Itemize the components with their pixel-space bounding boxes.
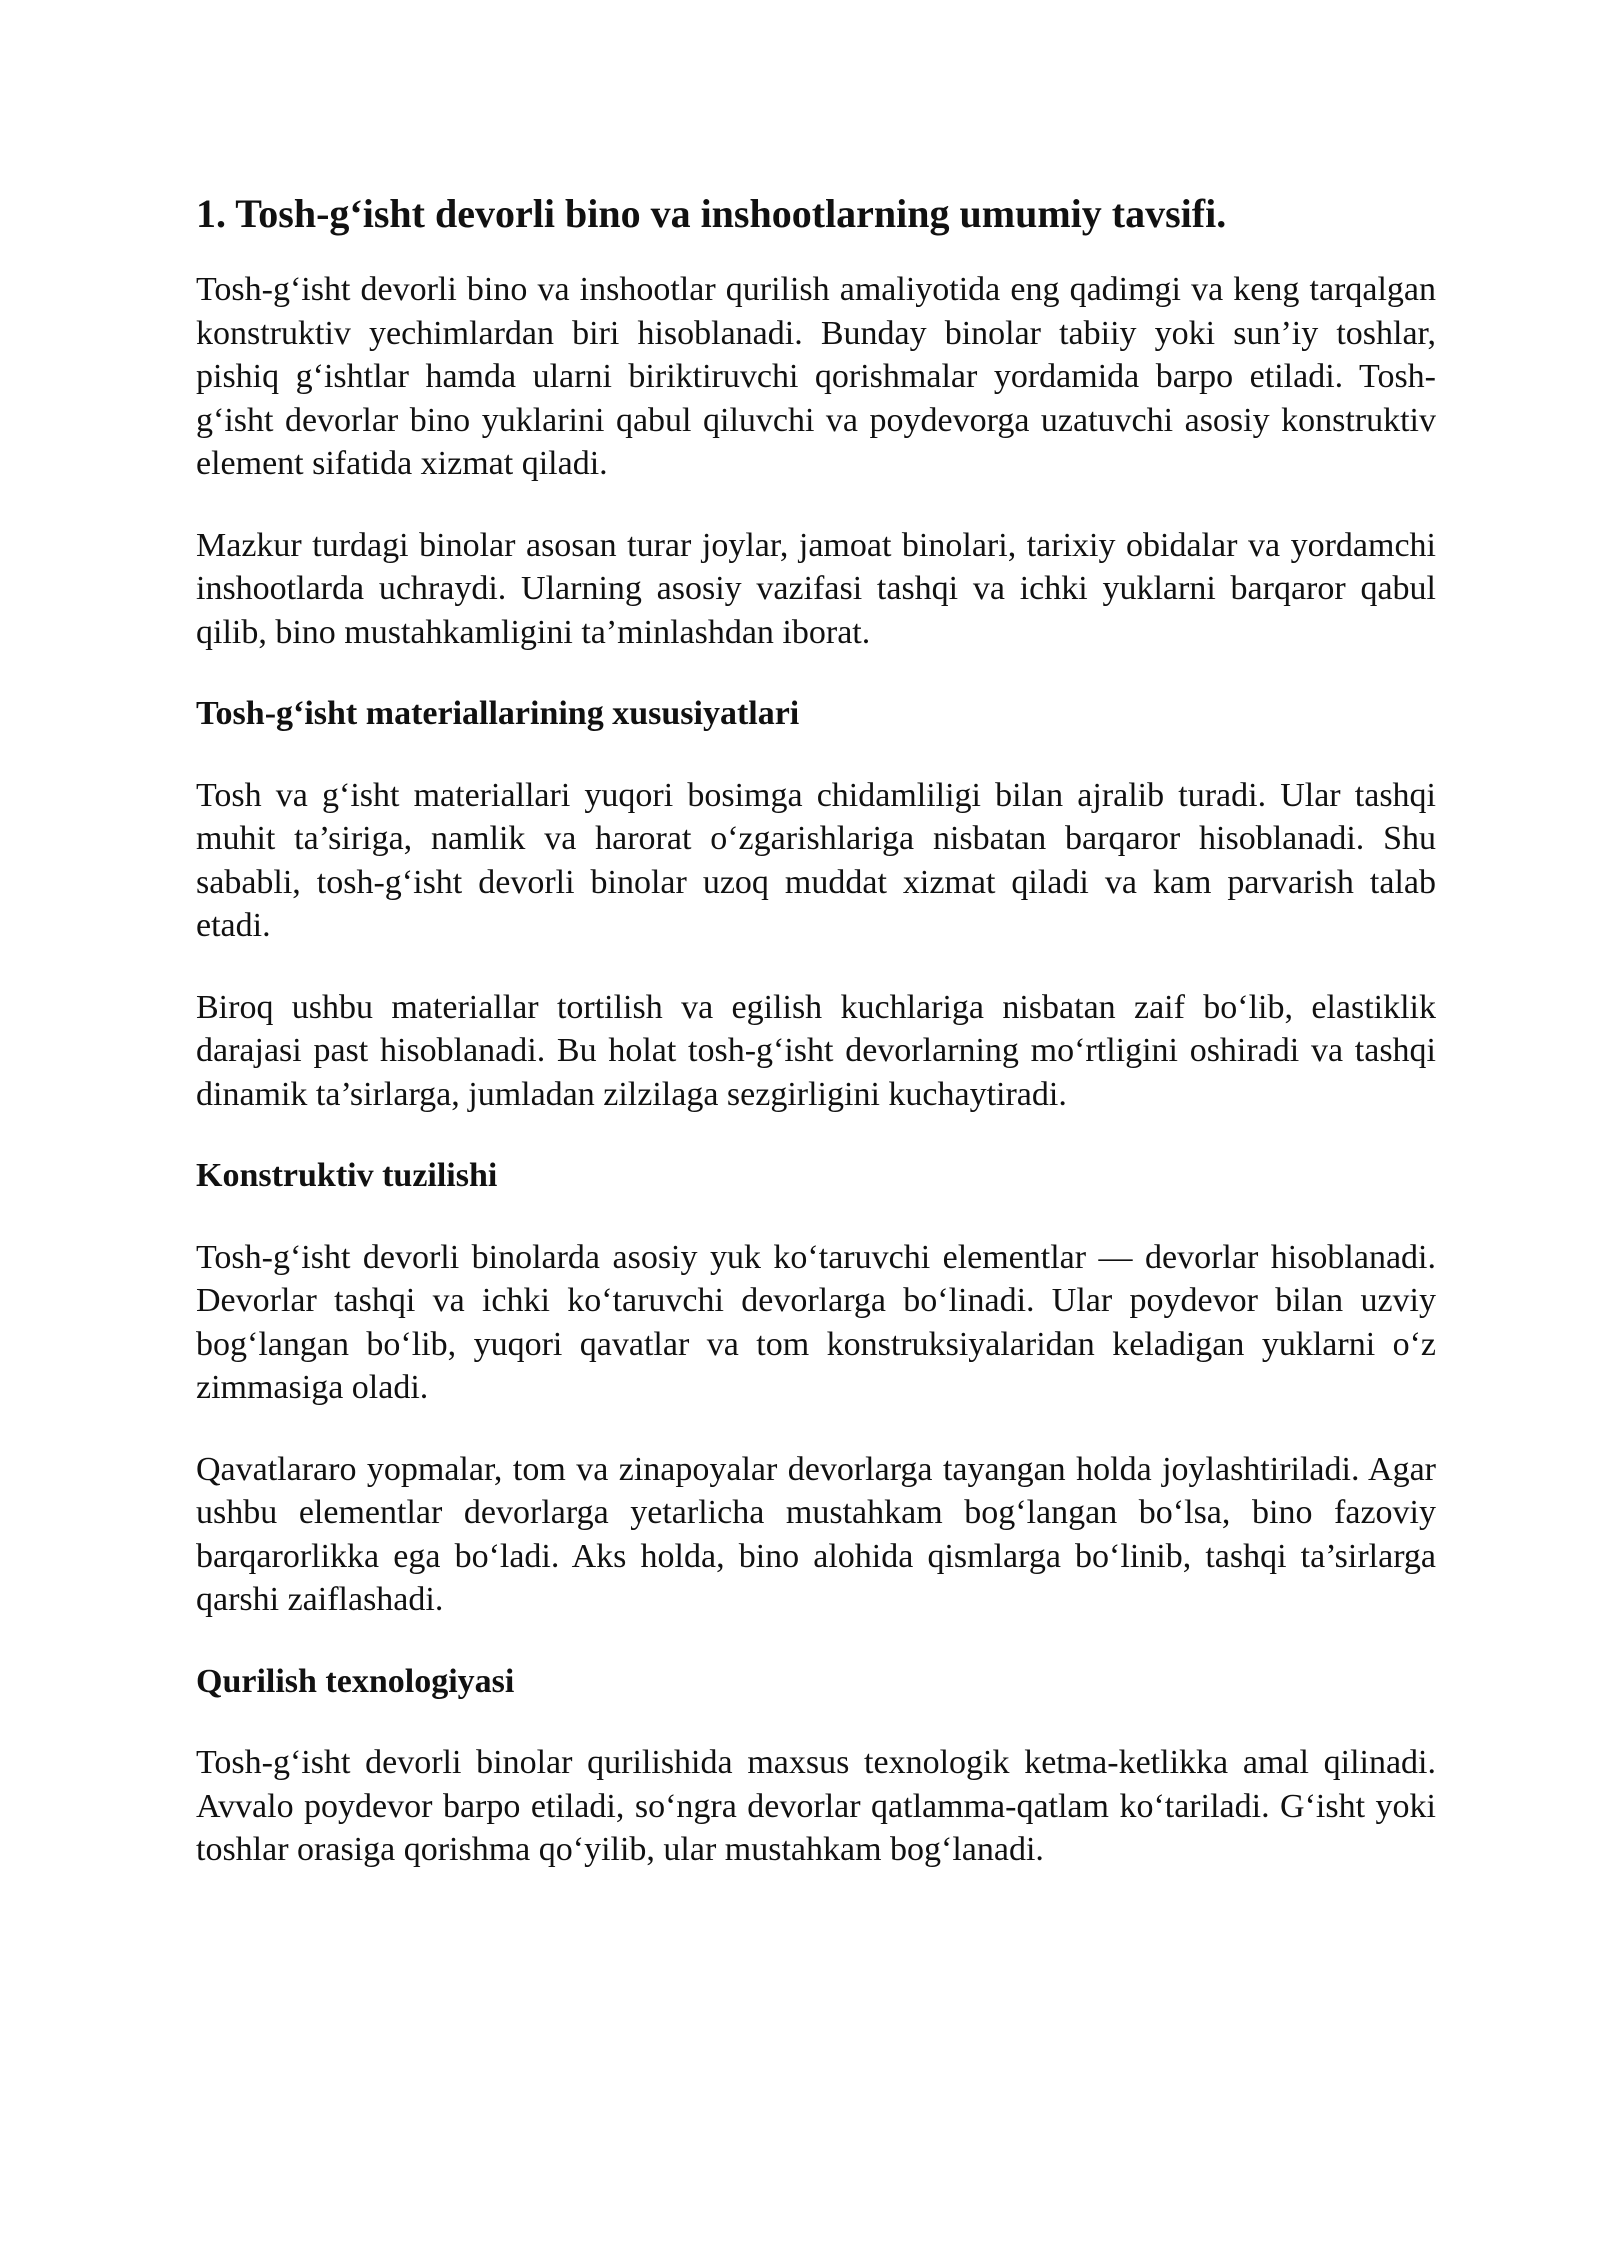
paragraph-intro-1: Tosh-g‘isht devorli bino va inshootlar qurilish amaliyotida eng qadimgi va keng tarqalgan konstruktiv yechimlardan biri hisoblanadi. Bunday binolar tabiiy yoki sun’iy toshlar, pishiq g‘ishtlar hamda ularni biriktiruvchi qorishmalar yordamida barpo etiladi. Tosh-g‘isht devorlar bino yuklarini qabul qiluvchi va poydevorga uzatuvchi asosiy konstruktiv element sifatida xizmat qiladi. [196,271,1436,482]
paragraph-materials-2: Biroq ushbu materiallar tortilish va egilish kuchlariga nisbatan zaif bo‘lib, elastiklik darajasi past hisoblanadi. Bu holat tosh-g‘isht devorlarning mo‘rtligini oshiradi va tashqi dinamik ta’sirlarga, jumladan zilzilaga sezgirligini kuchaytiradi. [196,988,1436,1113]
paragraph-structure-2: Qavatlararo yopmalar, tom va zinapoyalar devorlarga tayangan holda joylashtiriladi. Agar ushbu elementlar devorlarga yetarlicha mustahkam bog‘langan bo‘lsa, bino fazoviy barqarorlikka ega bo‘ladi. Aks holda, bino alohida qismlarga bo‘linib, tashqi ta’sirlarga qarshi zaiflashadi. [196,1450,1436,1618]
section-heading-materials: Tosh-g‘isht materiallarining xususiyatlari [196,695,800,732]
paragraph-materials-1: Tosh va g‘isht materiallari yuqori bosimga chidamliligi bilan ajralib turadi. Ular tashqi muhit ta’siriga, namlik va harorat o‘zgarishlariga nisbatan barqaror hisoblanadi. Shu sababli, tosh-g‘isht devorli binolar uzoq muddat xizmat qiladi va kam parvarish talab etadi. [196,776,1436,944]
paragraph-structure-1: Tosh-g‘isht devorli binolarda asosiy yuk ko‘taruvchi elementlar — devorlar hisoblanadi. Devorlar tashqi va ichki ko‘taruvchi devorlarga bo‘linadi. Ular poydevor bilan uzviy bog‘langan bo‘lib, yuqori qavatlar va tom konstruksiyalaridan keladigan yuklarni o‘z zimmasiga oladi. [196,1238,1436,1406]
paragraph-technology-1: Tosh-g‘isht devorli binolar qurilishida maxsus texnologik ketma-ketlikka amal qilinadi. Avvalo poydevor barpo etiladi, so‘ngra devorlar qatlamma-qatlam ko‘tariladi. G‘isht yoki toshlar orasiga qorishma qo‘yilib, ular mustahkam bog‘lanadi. [196,1744,1436,1868]
section-heading-technology: Qurilish texnologiyasi [196,1662,515,1700]
document-title: 1. Tosh-g‘isht devorli bino va inshootlarning umumiy tavsifi. [196,191,1227,236]
section-heading-structure: Konstruktiv tuzilishi [196,1157,498,1194]
paragraph-intro-2: Mazkur turdagi binolar asosan turar joylar, jamoat binolari, tarixiy obidalar va yordamchi inshootlarda uchraydi. Ularning asosiy vazifasi tashqi va ichki yuklarni barqaror qabul qilib, bino mustahkamligini ta’minlashdan iborat. [196,526,1436,651]
document-page [196,190,1436,1910]
